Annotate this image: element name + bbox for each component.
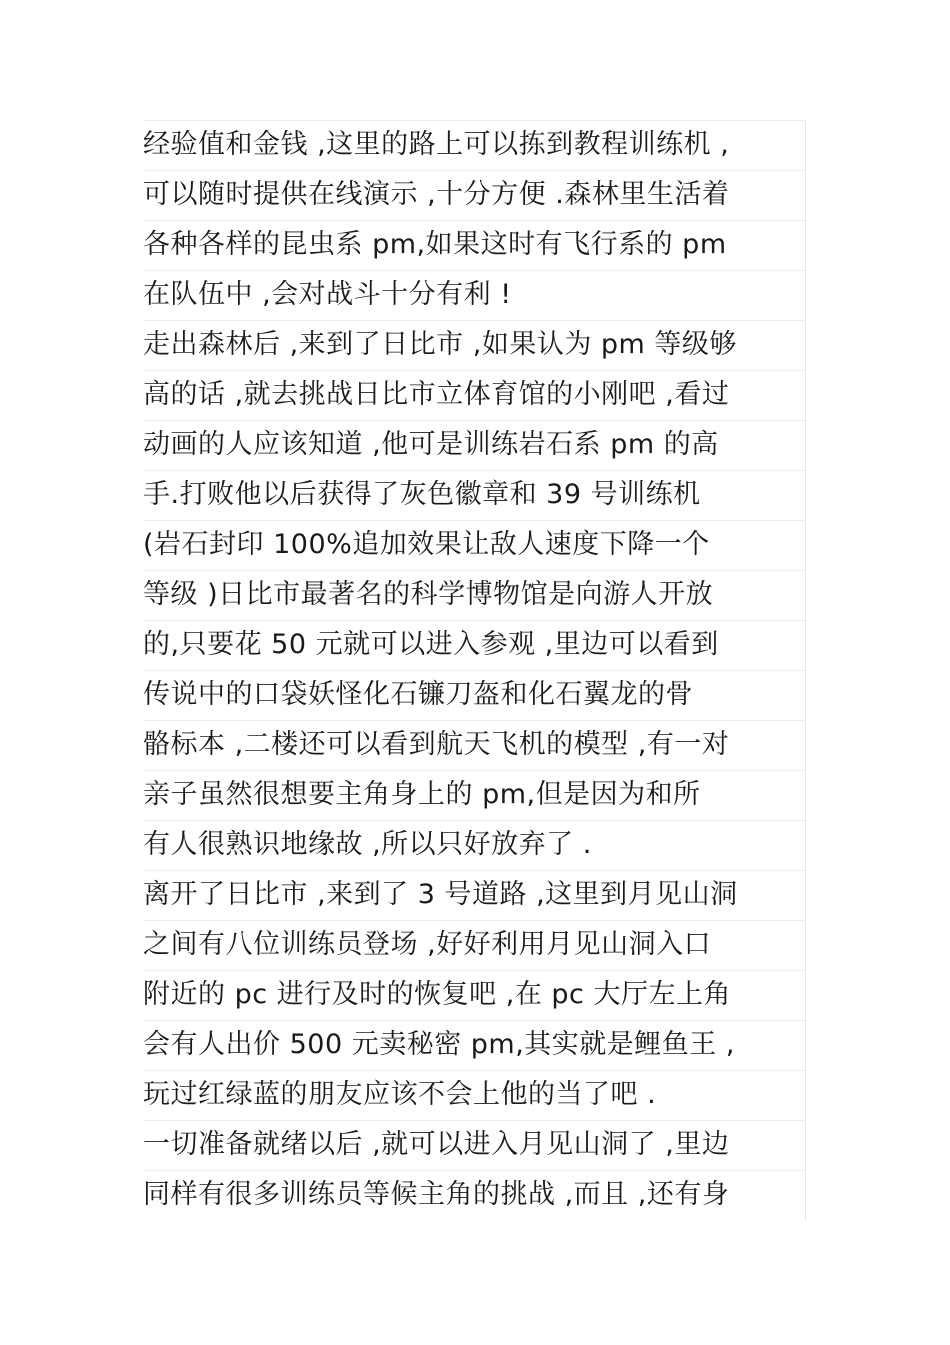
text-line: 动画的人应该知道 ,他可是训练岩石系 pm 的高 <box>143 420 806 470</box>
text-line: 经验值和金钱 ,这里的路上可以拣到教程训练机 , <box>143 120 806 170</box>
body-text <box>143 120 806 1220</box>
text-line: 有人很熟识地缘故 ,所以只好放弃了 . <box>143 820 806 870</box>
text-line: 等级 )日比市最著名的科学博物馆是向游人开放 <box>143 570 806 620</box>
text-line: 离开了日比市 ,来到了 3 号道路 ,这里到月见山洞 <box>143 870 806 920</box>
text-line: 手.打败他以后获得了灰色徽章和 39 号训练机 <box>143 470 806 520</box>
text-line: 在队伍中 ,会对战斗十分有利 ! <box>143 270 806 320</box>
text-line: 传说中的口袋妖怪化石镰刀盔和化石翼龙的骨 <box>143 670 806 720</box>
text-line: 亲子虽然很想要主角身上的 pm,但是因为和所 <box>143 770 806 820</box>
text-line: 走出森林后 ,来到了日比市 ,如果认为 pm 等级够 <box>143 320 806 370</box>
text-line: 的,只要花 50 元就可以进入参观 ,里边可以看到 <box>143 620 806 670</box>
text-line: 各种各样的昆虫系 pm,如果这时有飞行系的 pm <box>143 220 806 270</box>
text-line: (岩石封印 100%追加效果让敌人速度下降一个 <box>143 520 806 570</box>
text-line: 会有人出价 500 元卖秘密 pm,其实就是鲤鱼王 , <box>143 1020 806 1070</box>
text-line: 同样有很多训练员等候主角的挑战 ,而且 ,还有身 <box>143 1170 806 1220</box>
text-line: 之间有八位训练员登场 ,好好利用月见山洞入口 <box>143 920 806 970</box>
text-line: 高的话 ,就去挑战日比市立体育馆的小刚吧 ,看过 <box>143 370 806 420</box>
text-line: 一切准备就绪以后 ,就可以进入月见山洞了 ,里边 <box>143 1120 806 1170</box>
text-line: 可以随时提供在线演示 ,十分方便 .森林里生活着 <box>143 170 806 220</box>
text-line: 附近的 pc 进行及时的恢复吧 ,在 pc 大厅左上角 <box>143 970 806 1020</box>
text-line: 骼标本 ,二楼还可以看到航天飞机的模型 ,有一对 <box>143 720 806 770</box>
text-line: 玩过红绿蓝的朋友应该不会上他的当了吧 . <box>143 1070 806 1120</box>
